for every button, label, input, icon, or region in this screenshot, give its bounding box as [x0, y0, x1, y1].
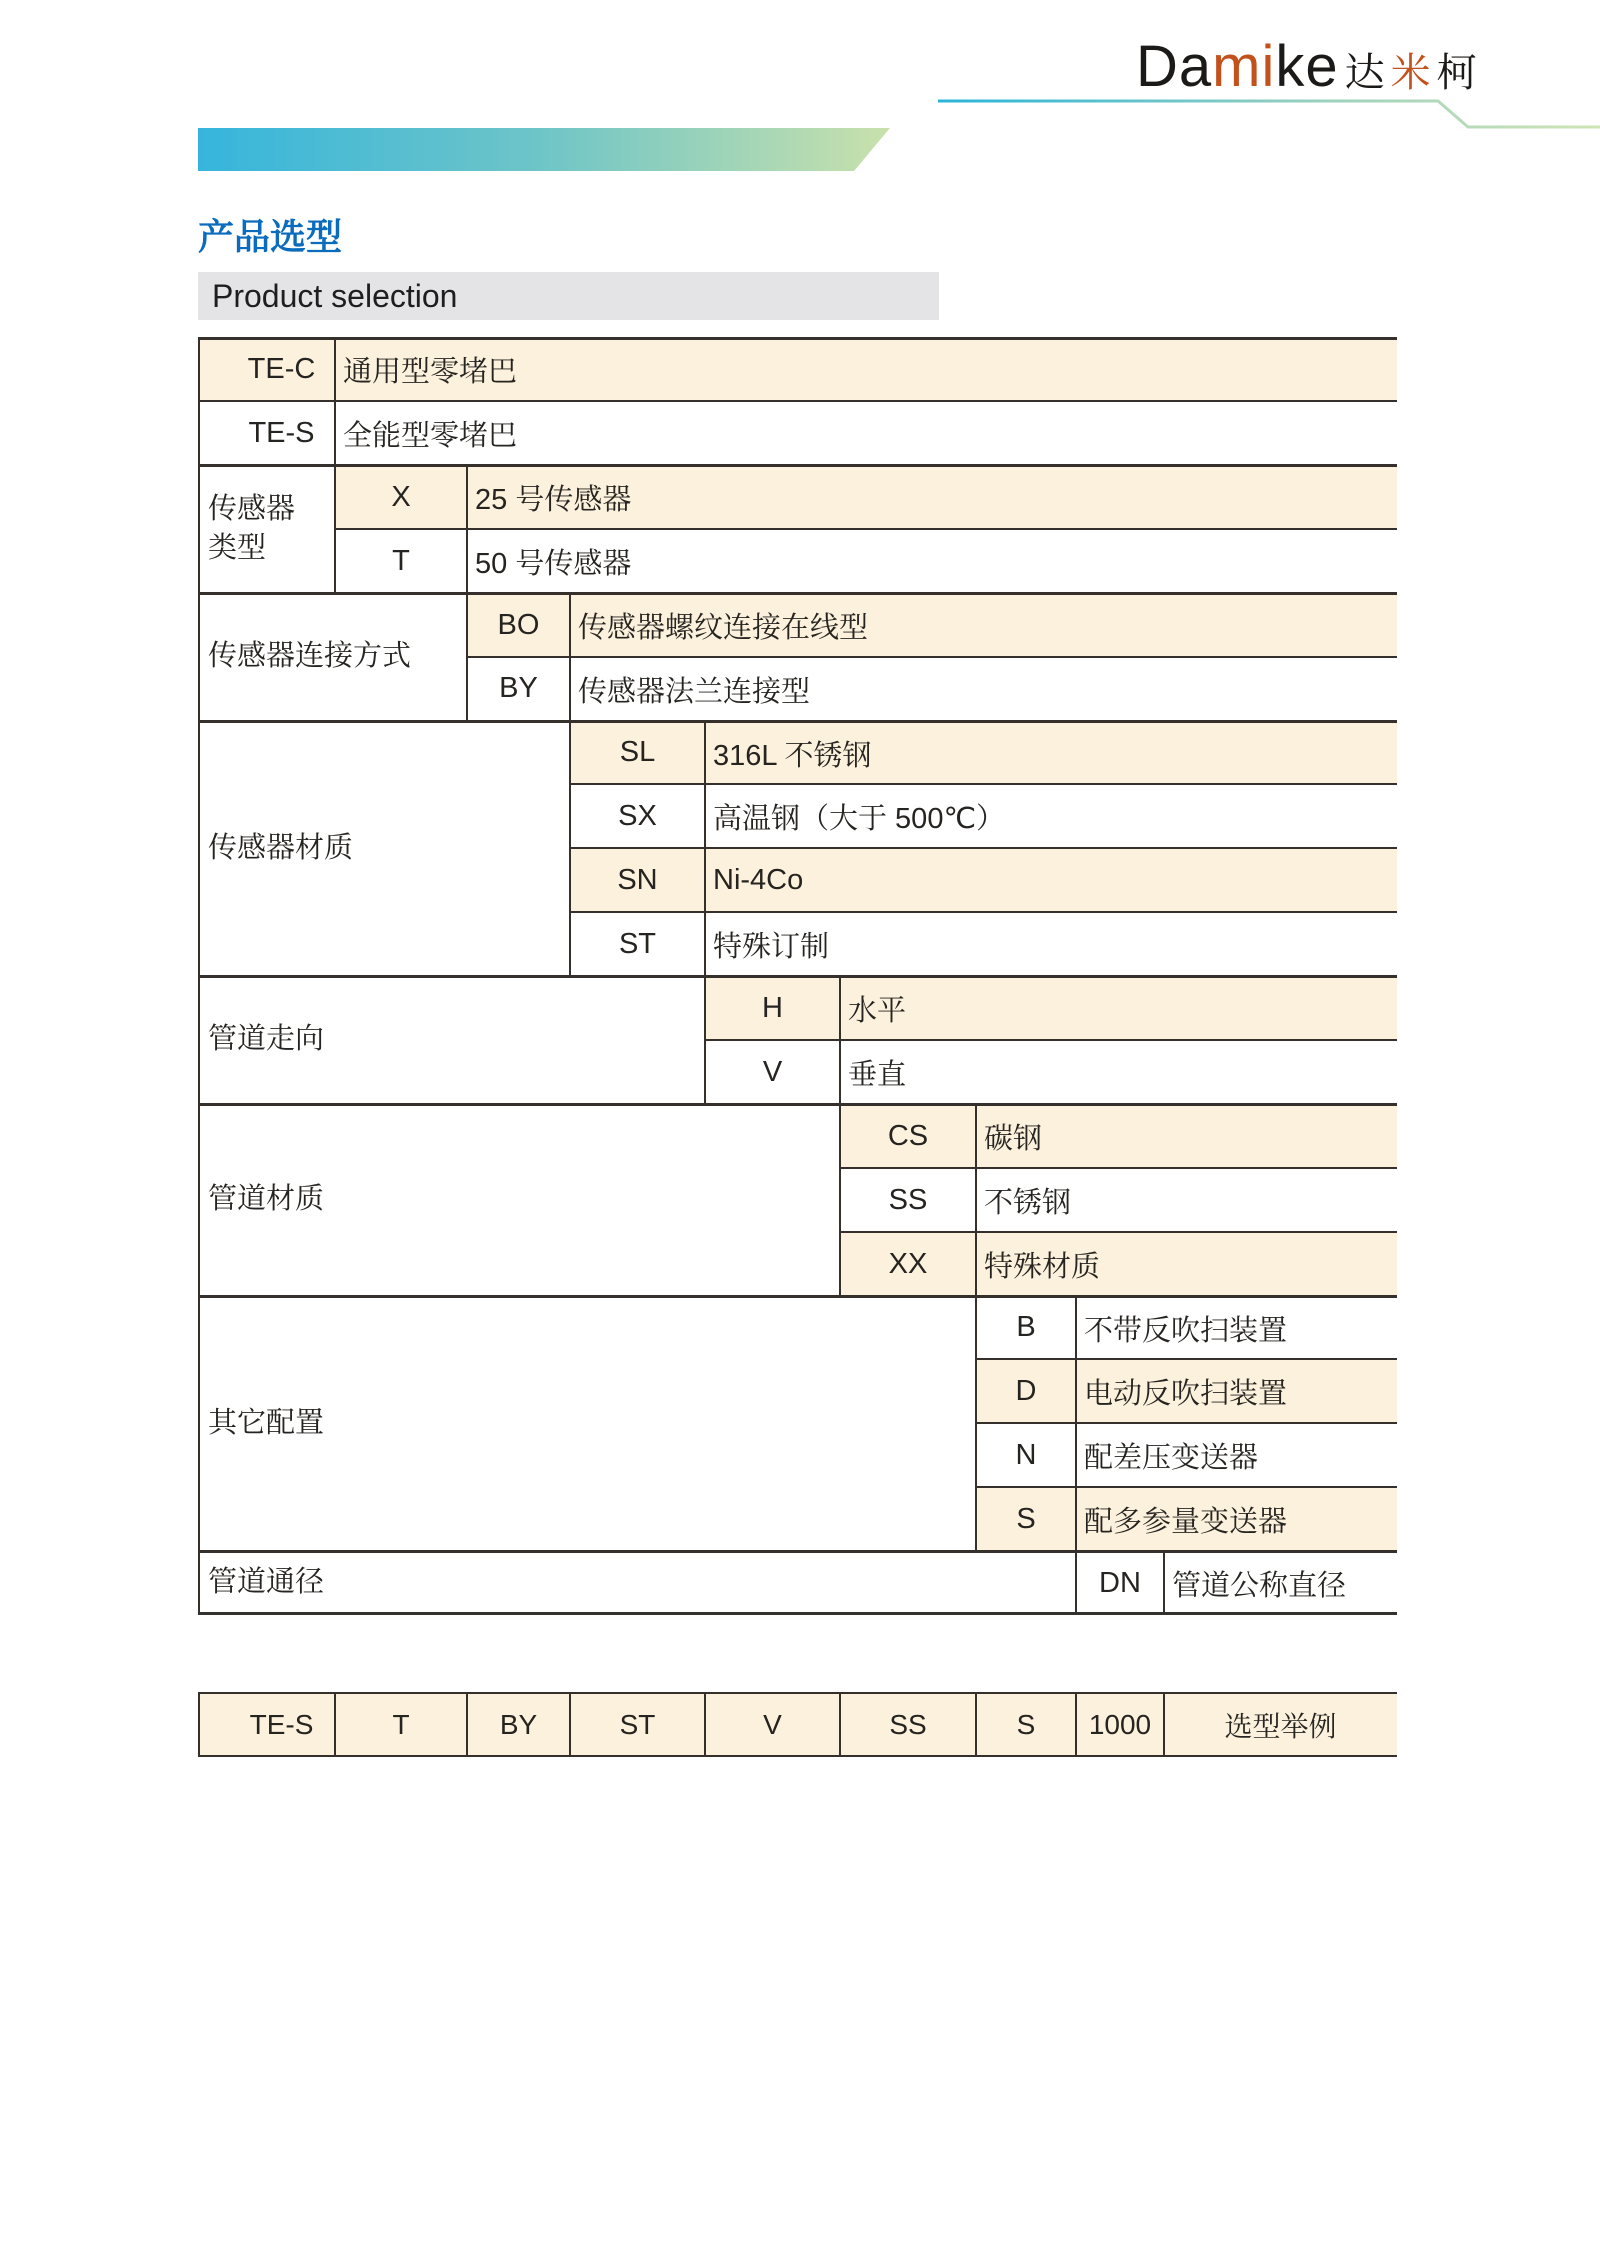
grid-line: [704, 1694, 706, 1755]
model-desc-cell: 25 号传感器: [475, 483, 632, 516]
selection-table: [198, 337, 1397, 1615]
example-cell: T: [392, 1708, 410, 1740]
grid-line: [839, 1694, 841, 1755]
model-code-cell: BO: [497, 608, 540, 641]
model-code-cell: ST: [618, 927, 657, 960]
model-code-cell: TE-S: [248, 416, 315, 449]
example-caption: 选型举例: [1224, 1710, 1337, 1742]
category-label: 管道通径: [208, 1566, 325, 1599]
page-subtitle-bar: [198, 272, 939, 320]
brand-latin: ke: [1275, 34, 1339, 99]
category-label: 其它配置: [208, 1406, 325, 1439]
model-code-cell: H: [762, 991, 783, 1024]
model-code-cell: S: [1016, 1502, 1036, 1535]
grid-line: [334, 337, 336, 593]
example-cell: ST: [619, 1708, 656, 1740]
model-code-cell: N: [1015, 1438, 1037, 1471]
grid-line: [198, 1612, 1397, 1615]
grid-line: [975, 1694, 977, 1755]
grid-line: [704, 721, 706, 1104]
example-cell: 1000: [1088, 1708, 1152, 1740]
model-code-cell: SN: [617, 863, 658, 896]
model-desc-cell: 316L 不锈钢: [713, 739, 872, 772]
example-cell: TE-S: [249, 1708, 314, 1740]
model-code-cell: BY: [499, 672, 538, 704]
example-table: [198, 1692, 1397, 1757]
model-desc-cell: 全能型零堵巴: [343, 419, 518, 452]
model-desc-cell: 特殊订制: [713, 930, 830, 963]
model-desc-cell: 不带反吹扫装置: [1084, 1314, 1288, 1347]
grid-line: [1075, 1296, 1077, 1615]
model-code-cell: X: [391, 480, 411, 513]
grid-line: [570, 783, 1397, 785]
model-desc-cell: 水平: [848, 994, 907, 1027]
model-code-cell: T: [392, 544, 410, 577]
grid-line: [840, 1167, 1397, 1169]
grid-line: [976, 1486, 1397, 1488]
grid-line: [198, 720, 1397, 723]
model-desc-cell: 配差压变送器: [1084, 1441, 1259, 1474]
grid-line: [198, 975, 1397, 978]
grid-line: [570, 847, 1397, 849]
model-desc-cell: 不锈钢: [984, 1186, 1072, 1219]
grid-line: [198, 400, 1397, 402]
grid-line: [1075, 1694, 1077, 1755]
model-desc-cell: 碳钢: [984, 1122, 1043, 1155]
grid-line: [198, 1550, 1397, 1553]
grid-line: [334, 1694, 336, 1755]
banner-stripe: [198, 128, 890, 171]
model-desc-cell: 传感器法兰连接型: [578, 675, 811, 708]
example-cell: S: [1016, 1708, 1036, 1740]
category-label: 传感器连接方式: [208, 640, 412, 673]
grid-line: [569, 593, 571, 976]
model-desc-cell: 传感器螺纹连接在线型: [578, 611, 869, 644]
grid-line: [976, 1358, 1397, 1360]
grid-line: [839, 976, 841, 1296]
grid-line: [705, 1039, 1397, 1041]
grid-line: [198, 592, 1397, 595]
model-desc-cell: 高温钢（大于 500℃）: [713, 802, 1006, 835]
model-code-cell: B: [1016, 1311, 1036, 1343]
category-label: 管道走向: [208, 1023, 325, 1056]
example-cell: V: [763, 1708, 782, 1740]
model-code-cell: SS: [888, 1183, 928, 1216]
grid-line: [466, 1694, 468, 1755]
brand-logo: [1136, 34, 1477, 99]
logo-underline: [938, 96, 1600, 136]
model-code-cell: CS: [887, 1119, 929, 1152]
model-code-cell: V: [762, 1055, 783, 1088]
brand-latin-accent: mi: [1212, 34, 1276, 99]
page-title: 产品选型: [198, 216, 343, 257]
grid-line: [975, 1104, 977, 1551]
grid-line: [1163, 1551, 1165, 1615]
brand-latin: Da: [1136, 34, 1213, 99]
grid-line: [466, 465, 468, 721]
category-label: 管道材质: [208, 1183, 325, 1216]
grid-line: [335, 528, 1397, 530]
grid-line: [1163, 1694, 1165, 1755]
model-code-cell: DN: [1099, 1566, 1141, 1599]
grid-line: [198, 1694, 200, 1755]
model-code-cell: TE-C: [247, 352, 316, 385]
model-desc-cell: 特殊材质: [984, 1250, 1101, 1283]
brand-cjk-accent: 米: [1390, 51, 1431, 95]
model-desc-cell: 通用型零堵巴: [343, 355, 518, 388]
grid-line: [198, 1103, 1397, 1106]
grid-line: [569, 1694, 571, 1755]
model-code-cell: SX: [618, 799, 657, 832]
category-label: 传感器类型: [208, 492, 296, 564]
example-cell: SS: [889, 1708, 927, 1740]
model-desc-cell: 电动反吹扫装置: [1084, 1377, 1288, 1410]
model-desc-cell: 垂直: [848, 1058, 907, 1091]
model-code-cell: XX: [888, 1247, 928, 1280]
model-code-cell: D: [1015, 1374, 1037, 1407]
grid-line: [840, 1231, 1397, 1233]
model-code-cell: SL: [619, 736, 656, 768]
grid-line: [976, 1422, 1397, 1424]
page-subtitle: Product selection: [212, 277, 458, 314]
category-label: 传感器材质: [208, 831, 354, 864]
model-desc-cell: 50 号传感器: [475, 547, 632, 580]
grid-line: [198, 337, 1397, 340]
example-cell: BY: [499, 1708, 538, 1740]
grid-line: [198, 464, 1397, 467]
grid-line: [467, 656, 1397, 658]
model-desc-cell: 管道公称直径: [1172, 1569, 1347, 1602]
grid-line: [198, 1295, 1397, 1298]
model-desc-cell: Ni-4Co: [713, 863, 804, 896]
brand-cjk: 柯: [1436, 51, 1477, 95]
grid-line: [198, 337, 200, 1615]
brand-cjk: 达: [1344, 51, 1385, 95]
grid-line: [570, 911, 1397, 913]
model-desc-cell: 配多参量变送器: [1084, 1505, 1288, 1538]
